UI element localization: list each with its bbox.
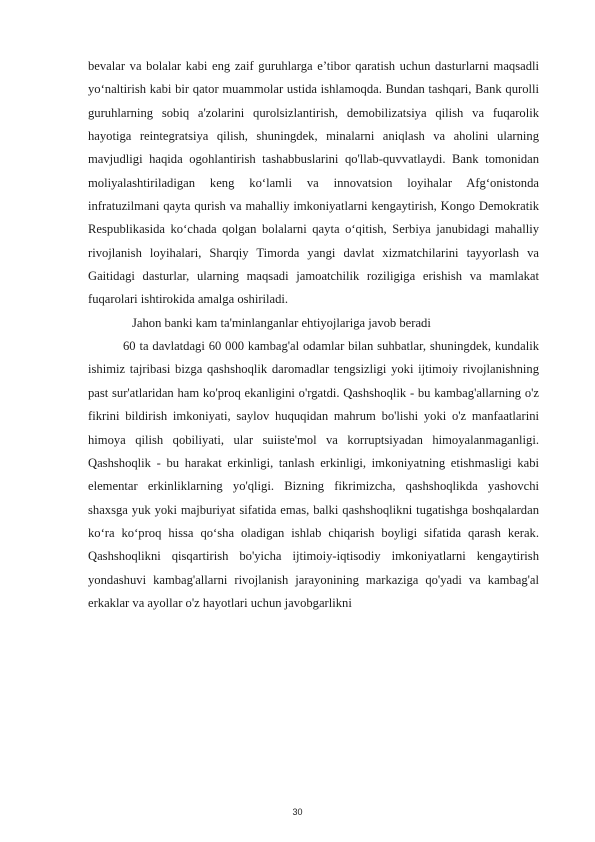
- paragraph: 60 ta davlatdagi 60 000 kambag'al odamlar bilan suhbatlar, shuningdek, kundalik ishimiz tajribasi bizga qashshoqlik daromadlar tengsizligi yoki ijtimoiy rivojlanishning past sur'atlaridan ham ko'proq ekanligini o'rgatdi. Qashshoqlik - bu kambag'allarning o'z fikrini bildirish imkoniyati, saylov huquqidan mahrum bo'lishi yoki o'z manfaatlarini himoya qilish qobiliyati, ular suiiste'mol va korruptsiyadan himoyalanmaganligi. Qashshoqlik - bu harakat erkinligi, tanlash erkinligi, imkoniyatning etishmasligi kabi elementar erkinliklarning yo'qligi. Bizning fikrimizcha, qashshoqlikda yashovchi shaxsga yuk yoki majburiyat sifatida emas, balki qashshoqlikni tugatishga boshqalardan ko‘ra ko‘proq hissa qo‘sha oladigan ishlab chiqarish boyligi sifatida qarash kerak. Qashshoqlikni qisqartirish bo'yicha ijtimoiy-iqtisodiy imkoniyatlarni kengaytirish yondashuvi kambag'allarni rivojlanish jarayonining markaziga qo'yadi va kambag'al erkaklar va ayollar o'z hayotlari uchun javobgarlikni: [88, 339, 539, 610]
- page-number: 30: [292, 807, 303, 817]
- section-heading: Jahon banki kam ta'minlanganlar ehtiyojlariga javob beradi: [132, 315, 431, 330]
- paragraph: bevalar va bolalar kabi eng zaif guruhlarga e’tibor qaratish uchun dasturlarni maqsadli yo‘naltirish kabi bir qator muammolar ustida ishlamoqda. Bundan tashqari, Bank qurolli guruhlarning sobiq a'zolarini qurolsizlantirish, demobilizatsiya qilish va fuqarolik hayotiga reintegratsiya qilish, shuningdek, minalarni aniqlash va aholini ularning mavjudligi haqida ogohlantirish tashabbuslarini qo'llab-quvvatlaydi. Bank tomonidan moliyalashtiriladigan keng ko‘lamli va innovatsion loyihalar Afg‘onistonda infratuzilmani qayta qurish va mahalliy imkoniyatlarni kengaytirish, Kongo Demokratik Respublikasida ko‘chada qolgan bolalarni qayta o‘qitish, Serbiya janubidagi mahalliy rivojlanish loyihalari, Sharqiy Timorda yangi davlat xizmatchilarini tayyorlash va Gaitidagi dasturlar, ularning maqsadi jamoatchilik roziligiga erishish va mamlakat fuqarolari ishtirokida amalga oshiriladi.: [88, 59, 539, 307]
- page-body: [88, 55, 539, 615]
